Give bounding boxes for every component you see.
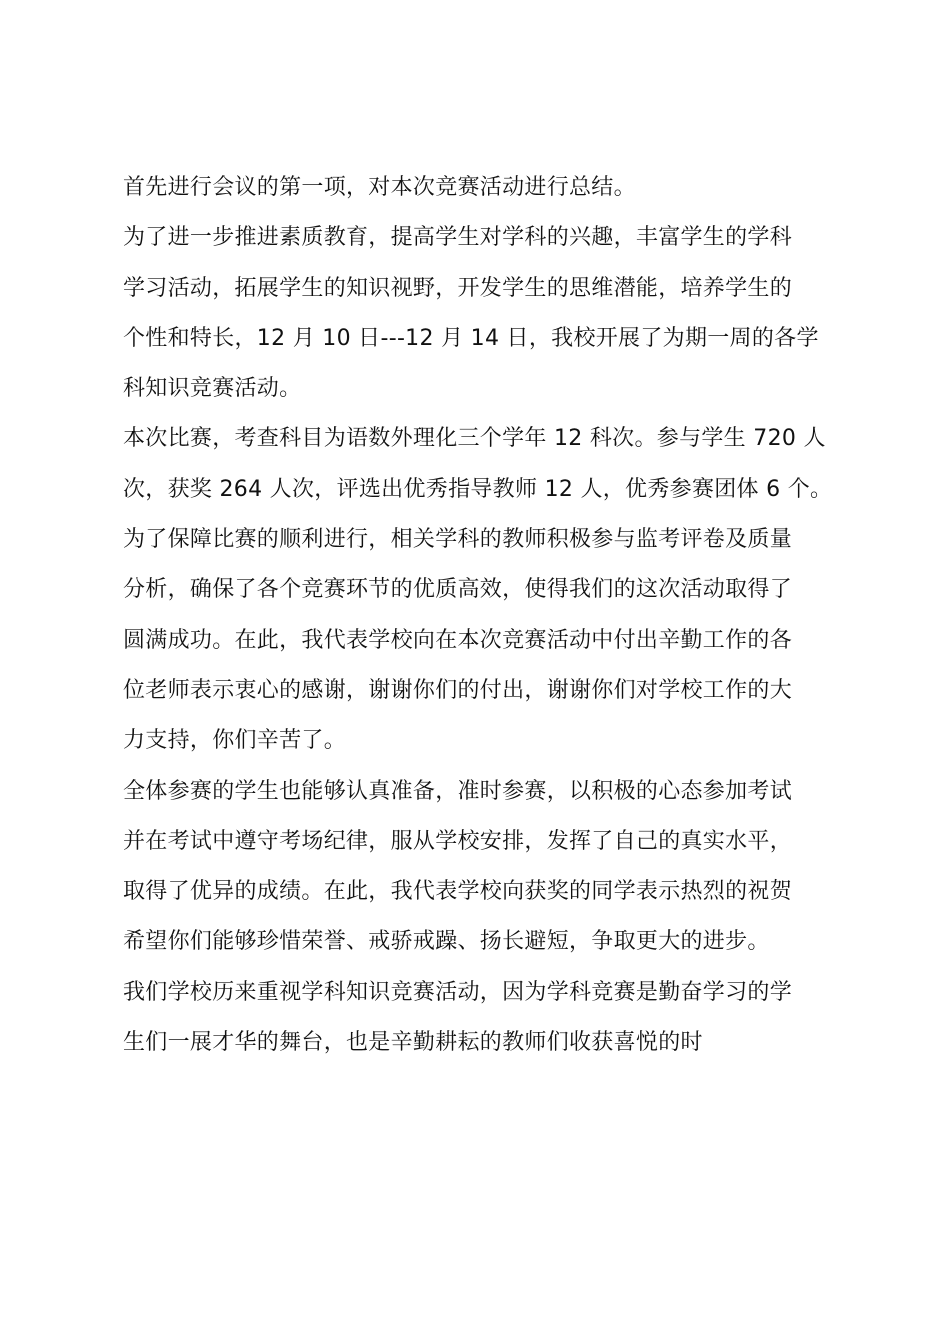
text-line: 为了保障比赛的顺利进行，相关学科的教师积极参与监考评卷及质量 (123, 527, 793, 553)
text-line: 位老师表示衷心的感谢，谢谢你们的付出，谢谢你们对学校工作的大 (123, 677, 793, 703)
text-line: 分析，确保了各个竞赛环节的优质高效，使得我们的这次活动取得了 (123, 577, 793, 603)
text-line: 取得了优异的成绩。在此，我代表学校向获奖的同学表示热烈的祝贺 (123, 879, 793, 905)
text-line: 全体参赛的学生也能够认真准备，准时参赛，以积极的心态参加考试 (123, 778, 793, 804)
text-line: 科知识竞赛活动。 (123, 376, 302, 402)
text-line: 并在考试中遵守考场纪律，服从学校安排，发挥了自己的真实水平， (123, 828, 793, 854)
text-line: 本次比赛，考查科目为语数外理化三个学年 12 科次。参与学生 720 人 (123, 426, 826, 452)
text-line: 希望你们能够珍惜荣誉、戒骄戒躁、扬长避短，争取更大的进步。 (123, 929, 770, 955)
text-line: 首先进行会议的第一项，对本次竞赛活动进行总结。 (123, 175, 636, 200)
text-line: 次，获奖 264 人次，评选出优秀指导教师 12 人，优秀参赛团体 6 个。 (123, 476, 833, 502)
text-line: 生们一展才华的舞台，也是辛勤耕耘的教师们收获喜悦的时 (123, 1030, 703, 1056)
text-line: 个性和特长，12 月 10 日---12 月 14 日，我校开展了为期一周的各学 (123, 325, 819, 351)
text-line: 力支持，你们辛苦了。 (123, 728, 347, 754)
text-line: 我们学校历来重视学科知识竞赛活动，因为学科竞赛是勤奋学习的学 (123, 979, 793, 1005)
document-body (123, 163, 838, 1068)
text-line: 圆满成功。在此，我代表学校向在本次竞赛活动中付出辛勤工作的各 (123, 627, 793, 653)
text-line: 学习活动，拓展学生的知识视野，开发学生的思维潜能，培养学生的 (123, 275, 793, 301)
text-line: 为了进一步推进素质教育，提高学生对学科的兴趣，丰富学生的学科 (123, 225, 793, 251)
